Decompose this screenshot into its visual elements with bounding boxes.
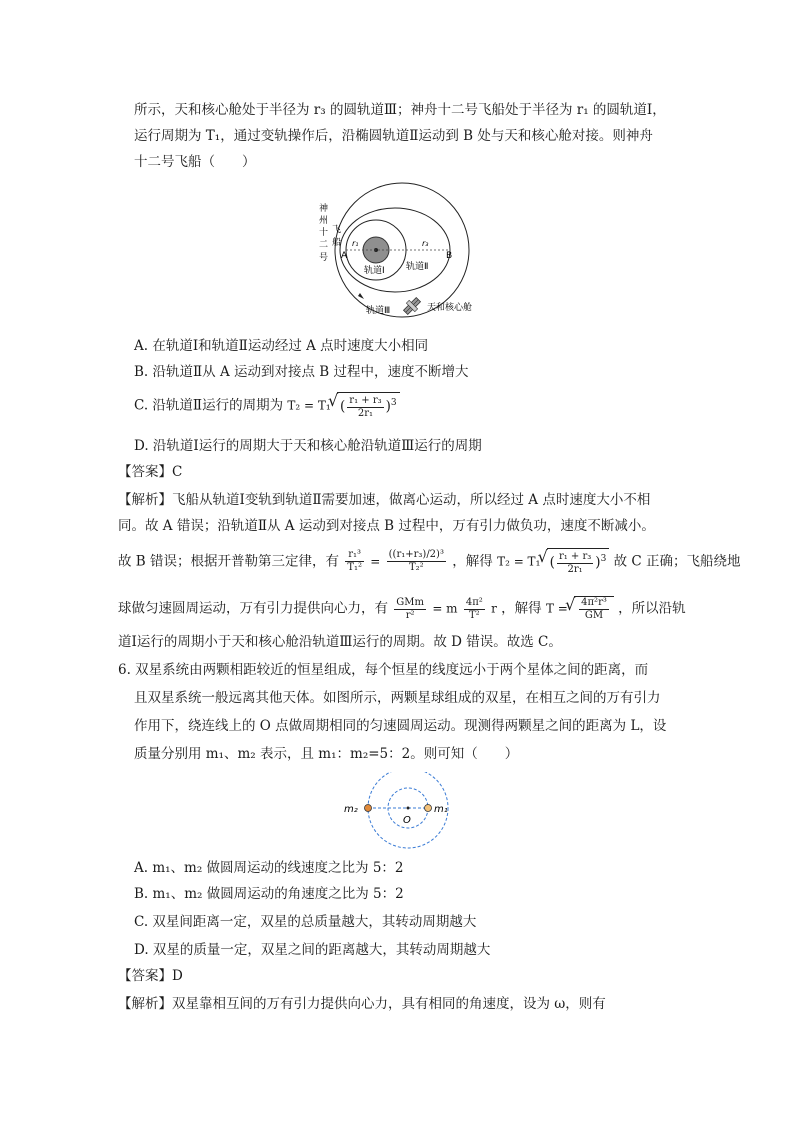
centripetal-den: T²: [468, 609, 480, 621]
ship-fei: 飞: [332, 225, 342, 235]
label-station: 天和核心舱: [427, 303, 473, 313]
q6-explanation-line1: 【解析】双星靠相互间的万有引力提供向心力，具有相同的角速度，设为 ω，则有: [118, 996, 606, 1012]
period-T: T =: [545, 601, 568, 616]
q5-explanation-line2: 同。故 A 错误；沿轨道Ⅱ从 A 运动到对接点 B 过程中，万有引力做负功，速度不断减小。: [118, 518, 655, 534]
center-O-dot: [407, 807, 410, 810]
kepler-right-den: T₂²: [408, 562, 424, 574]
q5-option-c-formula: T₂ = T₁: [287, 398, 331, 413]
label-m2: m₂: [344, 804, 358, 815]
label-A: A: [341, 251, 348, 261]
kepler-result-den: 2r₁: [567, 563, 583, 575]
label-orbit3: 轨道Ⅲ: [366, 306, 391, 316]
q6-option-d: D. 双星的质量一定，双星之间的距离越大，其转动周期越大: [134, 942, 491, 958]
q5-option-c: [134, 392, 400, 420]
q5-stem-line1: 所示，天和核心舱处于半径为 r₃ 的圆轨道Ⅲ；神舟十二号飞船处于半径为 r₁ 的圆轨道Ⅰ，: [134, 102, 666, 118]
q6-option-c: C. 双星间距离一定，双星的总质量越大，其转动周期越大: [134, 914, 477, 930]
gravity-den: r²: [405, 609, 415, 621]
kepler-result-frac: [557, 551, 593, 576]
ship-name-5: 号: [319, 253, 329, 263]
label-B: B: [446, 251, 453, 261]
ship-name-1: 神: [319, 204, 329, 214]
q6-answer: 【答案】D: [118, 968, 183, 984]
q5-option-c-exp: 3: [390, 398, 397, 408]
q5-explanation-line4: [118, 596, 686, 622]
q5-stem-line2: 运行周期为 T₁，通过变轨操作后，沿椭圆轨道Ⅱ运动到 B 处与天和核心舱对接。则神舟: [134, 128, 653, 144]
q6-stem-line2: 且双星系统一般远离其他天体。如图所示，两颗星球组成的双星，在相互之间的万有引力: [134, 690, 661, 706]
q6-stem-line1: 6. 双星系统由两颗相距较近的恒星组成，每个恒星的线度远小于两个星体之间的距离，而: [118, 662, 649, 678]
period-num: √ 4π²r³: [581, 597, 607, 608]
binary-star-diagram: [340, 772, 460, 852]
period-sqrt: [574, 596, 614, 622]
gravity-frac: [394, 597, 426, 622]
label-orbit1: 轨道Ⅰ: [364, 266, 385, 276]
q5-option-b: B. 沿轨道Ⅱ从 A 运动到对接点 B 过程中，速度不断增大: [134, 364, 469, 380]
q5-explanation-line1: 【解析】飞船从轨道Ⅰ变轨到轨道Ⅱ需要加速，做离心运动，所以经过 A 点时速度大小不相: [118, 492, 651, 508]
exp3-text-c: 故 C 正确；飞船绕地: [613, 553, 741, 570]
label-O: O: [403, 815, 411, 826]
star-m2: [365, 805, 372, 812]
exp4-text-c: ，所以沿轨: [618, 600, 686, 617]
q6-option-a: A. m₁、m₂ 做圆周运动的线速度之比为 5：2: [134, 860, 404, 876]
centripetal-num: 4π²: [465, 596, 483, 608]
q5-option-c-text: C. 沿轨道Ⅱ运行的周期为: [134, 397, 284, 414]
label-r1: r₁: [352, 239, 359, 248]
label-r3: r₃: [422, 239, 429, 248]
kepler-equals: =: [370, 554, 381, 569]
ship-chuan: 船: [332, 238, 342, 248]
star-m1: [425, 805, 432, 812]
centripetal-r: r: [491, 601, 497, 616]
orbit-diagram: [300, 180, 500, 320]
exp3-text-b: ，解得: [452, 553, 493, 570]
q5-option-c-frac-den: 2r₁: [357, 407, 374, 419]
kepler-frac-left: [345, 549, 364, 574]
label-orbit2: 轨道Ⅱ: [406, 262, 429, 272]
q5-answer: 【答案】C: [118, 464, 183, 480]
kepler-result: T₂ = T₁: [497, 554, 541, 569]
period-den: GM: [584, 610, 604, 621]
q5-option-a: A. 在轨道Ⅰ和轨道Ⅱ运动经过 A 点时速度大小相同: [134, 338, 429, 354]
gravity-mid: = m: [432, 601, 458, 616]
kepler-left-num: r₁³: [345, 549, 364, 562]
ship-name-3: 十: [319, 228, 329, 238]
q5-explanation-line3: [118, 548, 741, 576]
q5-stem-line3: 十二号飞船（ ）: [134, 154, 256, 170]
kepler-frac-right: [387, 549, 446, 574]
q6-stem-line3: 作用下，绕连线上的 O 点做周期相同的匀速圆周运动。现测得两颗星之间的距离为 L，设: [134, 718, 667, 734]
kepler-right-num: ((r₁+r₃)/2)³: [388, 549, 444, 561]
exp3-text-a: 故 B 错误；根据开普勒第三定律，有: [118, 553, 340, 570]
q5-option-c-sqrt: √ ( $\frac{\text{r₁ + r₃}}{\text{2r₁}}$ )$^3$: [337, 392, 400, 420]
gravity-num: GMm: [396, 596, 425, 608]
q5-option-d: D. 沿轨道Ⅰ运行的周期大于天和核心舱沿轨道Ⅲ运行的周期: [134, 438, 482, 454]
ship-name-2: 州: [319, 216, 329, 226]
q5-option-c-frac-num: r₁ + r₃: [349, 394, 382, 406]
centripetal-frac: [464, 597, 485, 622]
q6-stem-line4: 质量分别用 m₁、m₂ 表示，且 m₁：m₂=5：2。则可知（ ）: [134, 746, 519, 762]
q5-option-c-frac: [347, 395, 383, 420]
space-station-icon: [401, 295, 422, 316]
orbit3-arrow: [358, 293, 364, 299]
kepler-result-sqrt: √ ( $\frac{\text{r₁ + r₃}}{\text{2r₁}}$ )$^3$: [547, 548, 610, 576]
exp4-text-a: 球做匀速圆周运动，万有引力提供向心力，有: [118, 600, 388, 617]
q5-explanation-line5: 道Ⅰ运行的周期小于天和核心舱沿轨道Ⅲ运行的周期。故 D 错误。故选 C。: [118, 634, 562, 650]
period-frac: [579, 597, 609, 622]
exp4-text-b: ，解得: [501, 600, 542, 617]
q6-option-b: B. m₁、m₂ 做圆周运动的角速度之比为 5：2: [134, 886, 404, 902]
kepler-result-num: r₁ + r₃: [558, 550, 592, 562]
kepler-left-den: T₁²: [347, 562, 362, 574]
kepler-result-exp: 3: [600, 554, 607, 564]
ship-name-4: 二: [319, 240, 329, 250]
label-m1: m₁: [434, 804, 448, 815]
